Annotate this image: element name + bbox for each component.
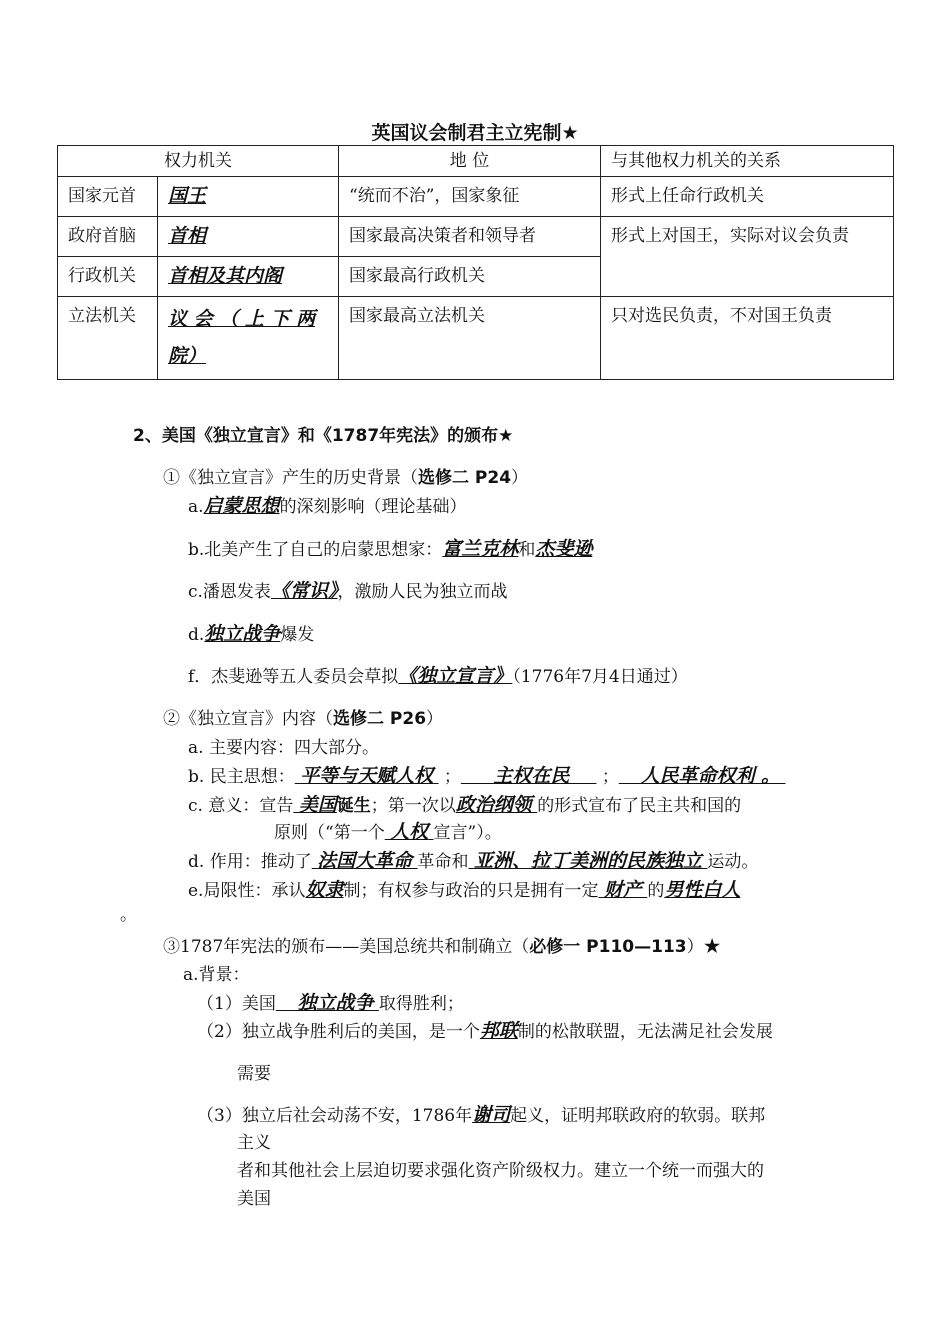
blank (276, 994, 379, 1014)
list-item (188, 790, 741, 817)
heading-text: ②《独立宣言》内容（ (163, 709, 333, 729)
blank (295, 767, 439, 787)
header-relation: 与其他权力机关的关系 (601, 146, 894, 177)
page-title: 英国议会制君主立宪制★ (371, 122, 579, 144)
list-item-continuation: 美国 (237, 1189, 271, 1209)
holder-cell (158, 297, 339, 380)
list-item (188, 534, 592, 561)
relation-cell: 形式上对国王，实际对议会负责 (601, 217, 894, 297)
list-item (188, 846, 758, 873)
item-text: f．杰斐逊等五人委员会草拟 (188, 667, 399, 687)
subsection-heading-3 (163, 932, 721, 957)
list-item-continuation (274, 817, 502, 844)
list-item (197, 988, 464, 1015)
item-text: 制；有权参与政治的只是拥有一定 (343, 881, 599, 901)
answer-text: 《独立宣言》 (398, 665, 513, 687)
item-text: 起义，证明邦联政府的软弱。联邦 (510, 1106, 766, 1126)
blank (469, 852, 708, 872)
item-text: 的形式宣布了民主共和国的 (537, 796, 742, 816)
subsection-heading-2 (163, 704, 443, 729)
heading-text: ） (426, 709, 444, 729)
status-cell: 国家最高立法机关 (339, 297, 601, 380)
item-text: b. 民主思想： (188, 767, 295, 787)
background-label: a.背景： (183, 965, 250, 985)
answer-text: 主权在民 (493, 765, 570, 787)
answer-text: 政治纲领 (455, 794, 532, 816)
item-text: d. (188, 625, 205, 645)
subsection-heading-1 (163, 463, 528, 488)
item-text: 诞生 (336, 796, 371, 816)
list-item (188, 661, 688, 688)
answer-text: 人民革命权利 。 (640, 765, 781, 787)
item-text: 革命和 (417, 852, 469, 872)
status-cell: “统而不治”，国家象征 (339, 177, 601, 217)
table-row (58, 177, 894, 217)
answer-text: 男性白人 (664, 879, 741, 901)
answer-text: 首相及其内阁 (168, 265, 283, 287)
answer-text: 独立战争 (204, 623, 281, 645)
blank (461, 767, 596, 787)
list-item: a. 主要内容：四大部分。 (188, 738, 379, 758)
status-cell: 国家最高决策者和领导者 (339, 217, 601, 257)
item-text: 制的松散联盟，无法满足社会发展 (517, 1022, 773, 1042)
list-item-continuation: 主义 (237, 1133, 271, 1153)
answer-text: 谢司 (472, 1104, 511, 1126)
answer-text: 美国 (298, 794, 337, 816)
item-text: e.局限性：承认 (188, 881, 306, 901)
table-row (58, 217, 894, 257)
item-text: （1776年7月4日通过） (512, 667, 688, 687)
table-header-row (58, 146, 894, 177)
answer-text: 平等与天赋人权 (300, 765, 434, 787)
list-item (188, 761, 785, 788)
organ-cell: 行政机关 (58, 257, 158, 297)
list-item (188, 875, 740, 902)
list-item (197, 1100, 765, 1127)
heading-text: ③1787年宪法的颁布——美国总统共和制确立（ (163, 937, 530, 957)
list-item (188, 576, 507, 603)
heading-ref: 必修一 P110—113 (529, 937, 687, 957)
answer-text: 奴隶 (305, 879, 344, 901)
item-text: 取得胜利； (378, 994, 464, 1014)
answer-text: 独立战争 (297, 992, 374, 1014)
blank (619, 767, 786, 787)
answer-text: 人权 (390, 821, 429, 843)
answer-text: 《常识》 (270, 580, 338, 602)
item-text: 宣言”）。 (433, 823, 502, 843)
answer-text: 杰斐逊 (535, 538, 593, 560)
heading-text: ）★ (686, 937, 721, 957)
item-text: a. (188, 497, 204, 517)
blank (293, 796, 336, 816)
relation-cell: 只对选民负责，不对国王负责 (601, 297, 894, 380)
item-text: c.潘恩发表 (188, 582, 271, 602)
section-heading: 2、美国《独立宣言》和《1787年宪法》的颁布★ (133, 426, 514, 446)
table-row (58, 297, 894, 380)
trailing-period: 。 (120, 905, 137, 925)
heading-text: ） (511, 468, 529, 488)
answer-text: 亚洲、拉丁美洲的民族独立 (473, 850, 702, 872)
header-status: 地 位 (339, 146, 601, 177)
heading-ref: 选修二 P24 (418, 468, 512, 488)
answer-text: 议 会 （ 上 下 两 院） (168, 308, 316, 367)
answer-text: 邦联 (479, 1020, 518, 1042)
blank (598, 881, 647, 901)
blank (312, 852, 418, 872)
list-item-continuation: 者和其他社会上层迫切要求强化资产阶级权力。建立一个统一而强大的 (237, 1161, 764, 1181)
item-text: 的 (647, 881, 665, 901)
list-item (188, 491, 467, 518)
item-text: ； (596, 767, 619, 787)
list-item (197, 1016, 773, 1043)
item-text: b.北美产生了自己的启蒙思想家： (188, 540, 443, 560)
organ-cell: 立法机关 (58, 297, 158, 380)
blank (456, 796, 537, 816)
answer-text: 富兰克林 (442, 538, 519, 560)
power-organs-table (57, 145, 894, 380)
item-text: 爆发 (280, 625, 315, 645)
heading-ref: 选修二 P26 (333, 709, 427, 729)
item-text: ，激励人民为独立而战 (337, 582, 508, 602)
item-text: （2）独立战争胜利后的美国，是一个 (197, 1022, 480, 1042)
answer-text: 首相 (168, 225, 207, 247)
item-text: ； (438, 767, 461, 787)
holder-cell (158, 257, 339, 297)
item-text: ；第一次以 (370, 796, 456, 816)
status-cell: 国家最高行政机关 (339, 257, 601, 297)
answer-text: 财产 (603, 879, 642, 901)
list-item (188, 619, 314, 646)
relation-cell: 形式上任命行政机关 (601, 177, 894, 217)
item-text: （3）独立后社会动荡不安，1786年 (197, 1106, 473, 1126)
item-text: 的深刻影响（理论基础） (279, 497, 467, 517)
item-text: 运动。 (707, 852, 759, 872)
answer-text: 国王 (168, 185, 207, 207)
header-organ: 权力机关 (58, 146, 339, 177)
holder-cell (158, 217, 339, 257)
item-text: d. 作用：推动了 (188, 852, 312, 872)
blank (385, 823, 434, 843)
answer-text: 启蒙思想 (203, 495, 280, 517)
answer-text: 法国大革命 (317, 850, 413, 872)
item-text: 原则（“第一个 (274, 823, 385, 843)
organ-cell: 国家元首 (58, 177, 158, 217)
item-text: （1）美国 (197, 994, 276, 1014)
organ-cell: 政府首脑 (58, 217, 158, 257)
item-text: c. 意义：宣告 (188, 796, 294, 816)
holder-cell (158, 177, 339, 217)
list-item-continuation: 需要 (237, 1064, 271, 1084)
heading-text: ①《独立宣言》产生的历史背景（ (163, 468, 418, 488)
item-text: 和 (518, 540, 536, 560)
